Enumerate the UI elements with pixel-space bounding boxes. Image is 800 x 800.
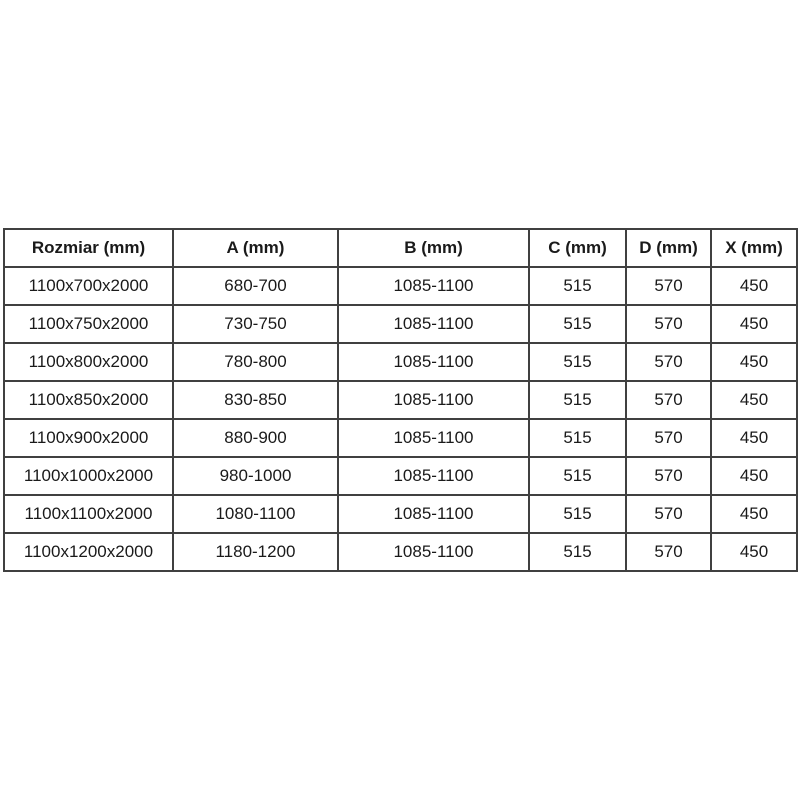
table-row [4,495,797,533]
table-cell: 570 [626,381,711,419]
table-cell: 730-750 [173,305,338,343]
table-cell: 1180-1200 [173,533,338,571]
table-row [4,381,797,419]
column-header-4: D (mm) [626,229,711,267]
table-cell: 450 [711,305,797,343]
table-row [4,343,797,381]
table-cell: 1085-1100 [338,419,529,457]
table-cell: 570 [626,533,711,571]
table-cell: 1085-1100 [338,495,529,533]
table-row [4,533,797,571]
table-cell: 1100x1200x2000 [4,533,173,571]
table-cell: 570 [626,419,711,457]
header-row [4,229,797,267]
table-cell: 1100x900x2000 [4,419,173,457]
table-cell: 780-800 [173,343,338,381]
table-cell: 515 [529,533,626,571]
table-cell: 515 [529,457,626,495]
table-cell: 515 [529,419,626,457]
table-cell: 980-1000 [173,457,338,495]
table-cell: 1085-1100 [338,381,529,419]
table-cell: 515 [529,305,626,343]
table-row [4,419,797,457]
table-cell: 450 [711,419,797,457]
table-cell: 1100x700x2000 [4,267,173,305]
spec-table-body [4,267,797,571]
table-cell: 450 [711,381,797,419]
column-header-2: B (mm) [338,229,529,267]
table-cell: 515 [529,495,626,533]
table-cell: 450 [711,533,797,571]
table-cell: 1085-1100 [338,305,529,343]
table-cell: 1085-1100 [338,343,529,381]
table-cell: 450 [711,343,797,381]
table-cell: 570 [626,267,711,305]
table-cell: 1100x1100x2000 [4,495,173,533]
column-header-3: C (mm) [529,229,626,267]
table-cell: 1085-1100 [338,533,529,571]
table-cell: 450 [711,267,797,305]
table-row [4,305,797,343]
table-cell: 1100x1000x2000 [4,457,173,495]
table-cell: 1080-1100 [173,495,338,533]
column-header-1: A (mm) [173,229,338,267]
table-cell: 570 [626,305,711,343]
table-cell: 1085-1100 [338,457,529,495]
size-spec-table [3,228,798,572]
table-cell: 880-900 [173,419,338,457]
table-row [4,267,797,305]
table-cell: 515 [529,343,626,381]
table-cell: 1100x850x2000 [4,381,173,419]
table-cell: 1100x750x2000 [4,305,173,343]
table-cell: 830-850 [173,381,338,419]
table-cell: 515 [529,267,626,305]
table-cell: 570 [626,343,711,381]
table-row [4,457,797,495]
table-cell: 450 [711,495,797,533]
table-cell: 1085-1100 [338,267,529,305]
column-header-0: Rozmiar (mm) [4,229,173,267]
table-cell: 1100x800x2000 [4,343,173,381]
table-cell: 515 [529,381,626,419]
table-cell: 680-700 [173,267,338,305]
table-cell: 570 [626,457,711,495]
table-cell: 570 [626,495,711,533]
column-header-5: X (mm) [711,229,797,267]
table-cell: 450 [711,457,797,495]
